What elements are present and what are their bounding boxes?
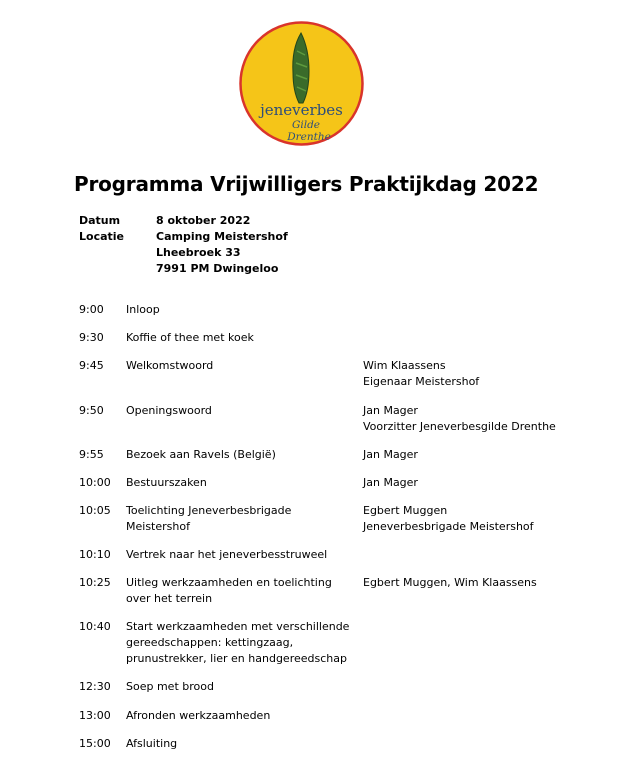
schedule-description: Soep met brood [126,680,214,693]
schedule-time: 13:00 [79,709,111,722]
schedule-time: 12:30 [79,680,111,693]
schedule-description: Uitleg werkzaamheden en toelichting over het terrein [126,576,332,605]
schedule-time: 15:00 [79,737,111,750]
schedule-time: 10:40 [79,620,111,633]
schedule-description: Afronden werkzaamheden [126,709,271,722]
speaker-line: Egbert Muggen [363,504,448,517]
schedule-time: 10:05 [79,504,111,517]
schedule-time: 9:00 [79,303,104,316]
speaker-line: Egbert Muggen, Wim Klaassens [363,576,537,589]
schedule-time: 10:25 [79,576,111,589]
schedule-speaker [363,575,537,591]
schedule-description: Openingswoord [126,404,212,417]
location-line: Lheebroek 33 [156,246,241,259]
location-line: Camping Meistershof [156,230,288,243]
logo-text-jeneverbes: jeneverbes [260,101,343,119]
location-label: Locatie [79,230,124,243]
location-line: 7991 PM Dwingeloo [156,262,279,275]
speaker-line: Voorzitter Jeneverbesgilde Drenthe [363,420,556,433]
date-label: Datum [79,214,121,227]
schedule-speaker [363,447,418,463]
speaker-line: Jeneverbesbrigade Meistershof [363,520,534,533]
schedule-speaker [363,475,418,491]
schedule-description: Start werkzaamheden met verschillende gereedschappen: kettingzaag, prunustrekker, lier en handgereedschap [126,620,350,665]
speaker-line: Jan Mager [363,448,418,461]
schedule-description: Welkomstwoord [126,359,214,372]
schedule-description: Inloop [126,303,160,316]
schedule-speaker [363,403,556,435]
logo-text-gilde: Gilde [291,119,321,131]
schedule-description: Koffie of thee met koek [126,331,254,344]
schedule-time: 9:30 [79,331,104,344]
schedule-description: Bestuurszaken [126,476,207,489]
schedule-speaker [363,503,534,535]
speaker-line: Wim Klaassens [363,359,446,372]
speaker-line: Eigenaar Meistershof [363,375,480,388]
schedule-time: 9:50 [79,404,104,417]
schedule-description: Afsluiting [126,737,178,750]
schedule-description: Vertrek naar het jeneverbesstruweel [126,548,328,561]
schedule-time: 9:55 [79,448,104,461]
page-title: Programma Vrijwilligers Praktijkdag 2022 [74,172,539,196]
speaker-line: Jan Mager [363,476,418,489]
schedule-time: 9:45 [79,359,104,372]
date-value: 8 oktober 2022 [156,214,251,227]
speaker-line: Jan Mager [363,404,418,417]
schedule-speaker [363,358,479,390]
schedule-description: Toelichting Jeneverbesbrigade Meistershof [126,504,292,533]
schedule-time: 10:00 [79,476,111,489]
schedule-time: 10:10 [79,548,111,561]
logo-text-drenthe: Drenthe [287,131,331,143]
schedule-description: Bezoek aan Ravels (België) [126,448,276,461]
